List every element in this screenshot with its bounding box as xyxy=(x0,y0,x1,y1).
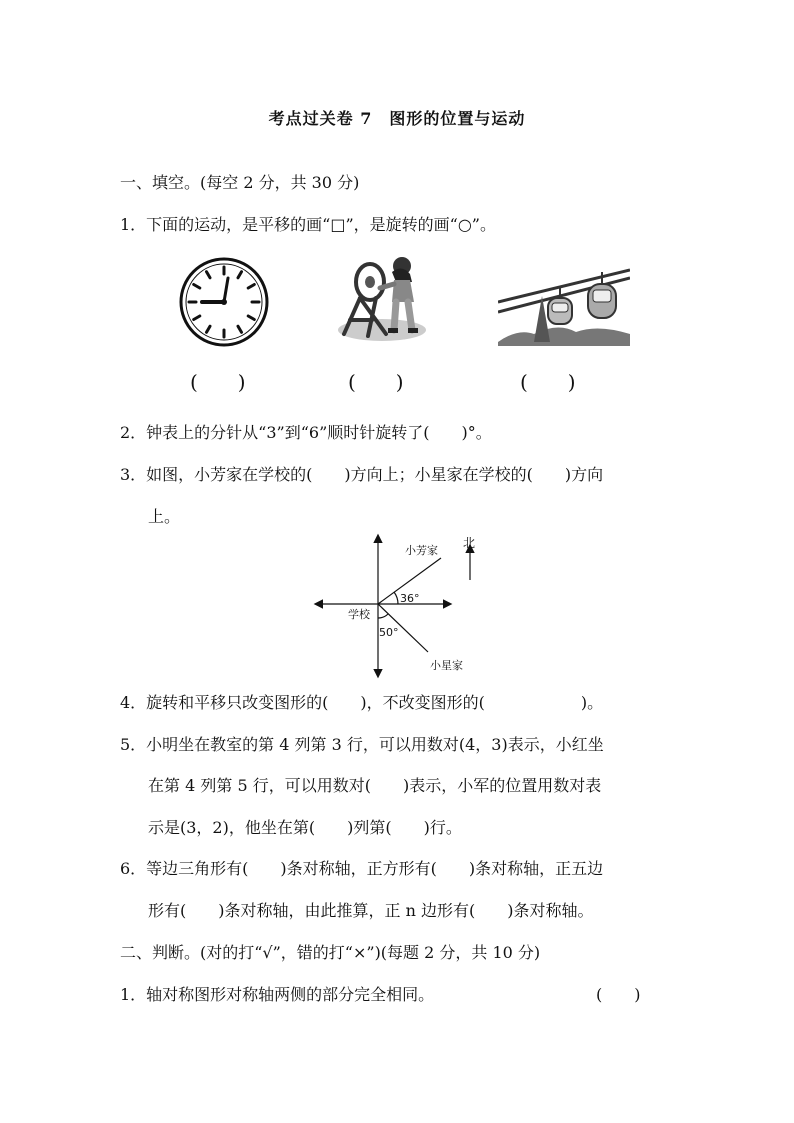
angle-36-label: 36° xyxy=(400,592,420,605)
judge-answer-blank-1[interactable]: ( ) xyxy=(596,985,641,1004)
cable-car-icon xyxy=(498,262,630,346)
xiaofang-label: 小芳家 xyxy=(405,544,438,557)
question-5-line2: 在第 4 列第 5 行，可以用数对( )表示，小军的位置用数对表 xyxy=(148,776,602,795)
answer-blank-1[interactable]: ( ) xyxy=(190,370,246,394)
question-3-line2: 上。 xyxy=(148,507,181,526)
question-6-line1: 6．等边三角形有( )条对称轴，正方形有( )条对称轴，正五边 xyxy=(120,859,604,878)
question-2: 2．钟表上的分针从“3”到“6”顺时针旋转了( )°。 xyxy=(120,423,492,442)
clock-icon xyxy=(178,256,270,348)
question-5-line1: 5．小明坐在教室的第 4 列第 3 行，可以用数对(4，3)表示，小红坐 xyxy=(120,735,604,754)
question-4: 4．旋转和平移只改变图形的( )，不改变图形的( )。 xyxy=(120,693,604,712)
judge-question-1: 1．轴对称图形对称轴两侧的部分完全相同。 xyxy=(120,985,435,1004)
school-label: 学校 xyxy=(348,608,370,621)
steering-wheel-girl-icon xyxy=(336,254,432,344)
question-3-line1: 3．如图，小芳家在学校的( )方向上；小星家在学校的( )方向 xyxy=(120,465,604,484)
question-6-line2: 形有( )条对称轴，由此推算，正 n 边形有( )条对称轴。 xyxy=(148,901,594,920)
direction-diagram xyxy=(312,532,484,680)
answer-blank-3[interactable]: ( ) xyxy=(520,370,576,394)
answer-blank-2[interactable]: ( ) xyxy=(348,370,404,394)
section1-heading: 一、填空。(每空 2 分，共 30 分) xyxy=(120,173,360,192)
question-5-line3: 示是(3，2)，他坐在第( )列第( )行。 xyxy=(148,818,462,837)
section2-heading: 二、判断。(对的打“√”，错的打“×”)(每题 2 分，共 10 分) xyxy=(120,943,541,962)
xiaoxing-label: 小星家 xyxy=(430,659,463,672)
north-label: 北 xyxy=(463,536,476,550)
question-1: 1．下面的运动，是平移的画“□”，是旋转的画“○”。 xyxy=(120,215,496,234)
angle-50-label: 50° xyxy=(379,626,399,639)
page-title: 考点过关卷 7 图形的位置与运动 xyxy=(268,109,526,128)
